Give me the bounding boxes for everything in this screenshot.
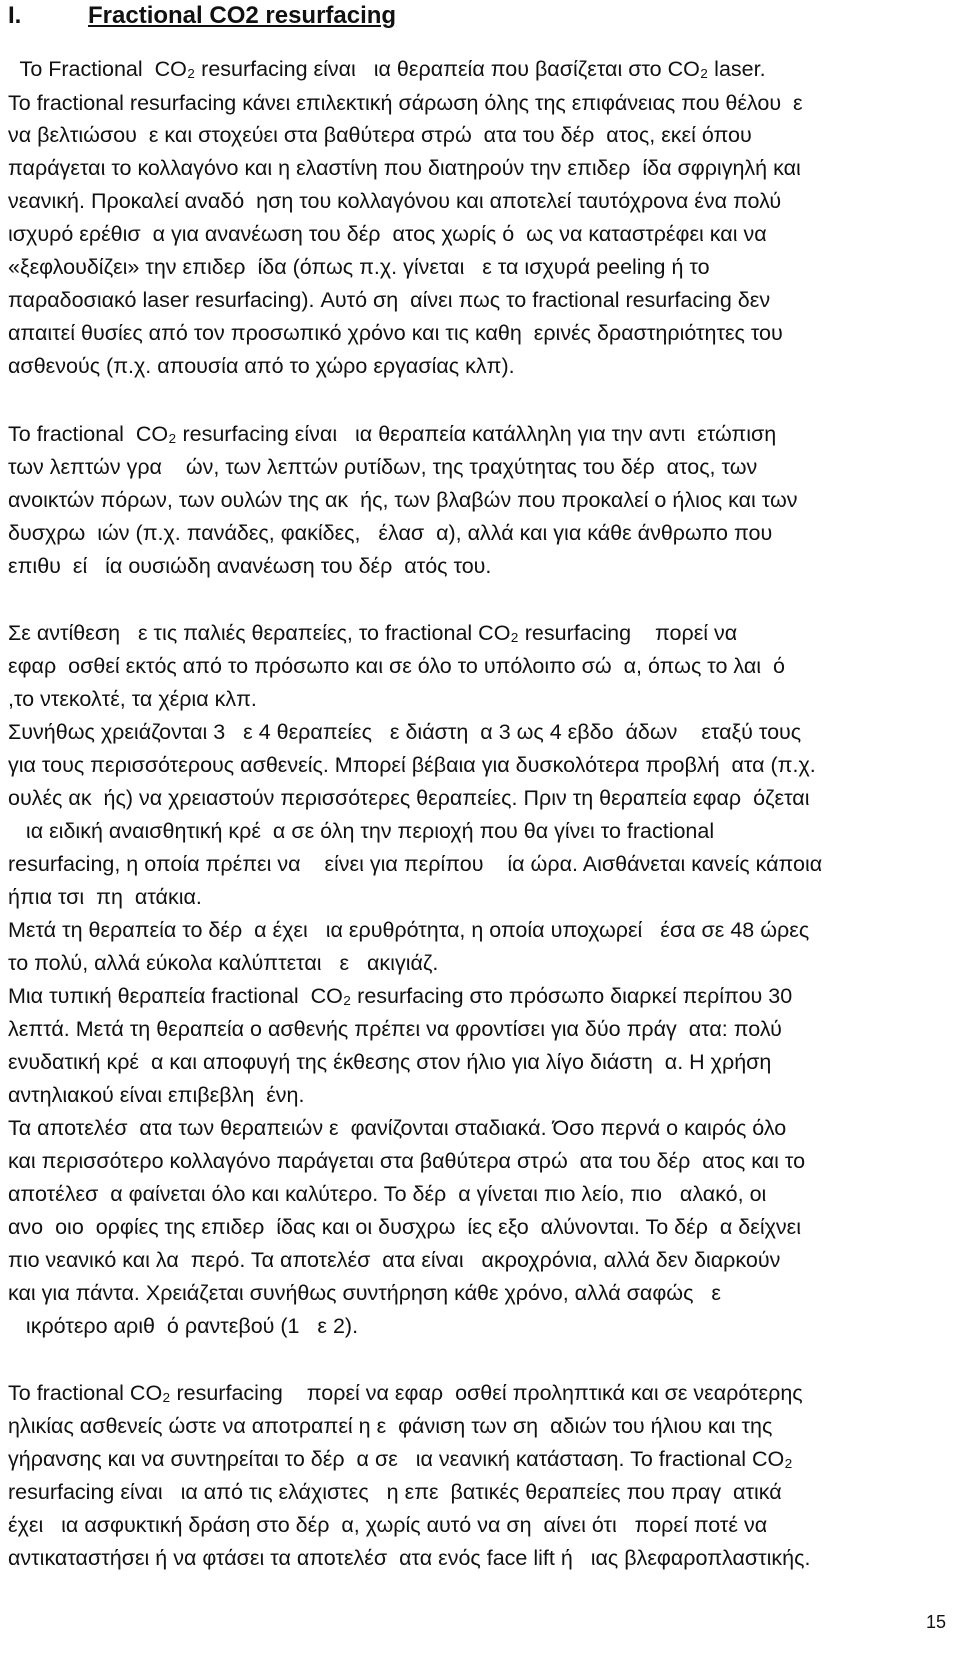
section-number: I. [8, 2, 22, 29]
text-line: ουλές ακ ής) να χρειαστούν περισσότερες θεραπείες. Πριν τη θεραπεία εφαρ όζεται [8, 786, 810, 810]
text-line: νεανική. Προκαλεί αναδό ηση του κολλαγόνου και αποτελεί ταυτόχρονα ένα πολύ [8, 189, 782, 213]
text-line: για τους περισσότερους ασθενείς. Μπορεί βέβαια για δυσκολότερα προβλή ατα (π.χ. [8, 753, 816, 777]
text-line: ασθενούς (π.χ. απουσία από το χώρο εργασίας κλπ). [8, 354, 515, 378]
text-line: έχει ια ασφυκτική δράση στο δέρ α, χωρίς αυτό να ση αίνει ότι πορεί ποτέ να [8, 1513, 768, 1537]
section-title: Fractional CO2 resurfacing [88, 2, 397, 29]
text-line: Το fractional resurfacing κάνει επιλεκτική σάρωση όλης της επιφάνειας που θέλου ε [8, 91, 803, 115]
text-line: Το fractional CO₂ resurfacing είναι ια θεραπεία κατάλληλη για την αντι ετώπιση [8, 422, 777, 446]
section-heading [8, 2, 396, 30]
text-line: ενυδατική κρέ α και αποφυγή της έκθεσης στον ήλιο για λίγο διάστη α. Η χρήση [8, 1050, 772, 1074]
text-line: παραδοσιακό laser resurfacing). Αυτό ση αίνει πως το fractional resurfacing δεν [8, 288, 771, 312]
text-line: επιθυ εί ία ουσιώδη ανανέωση του δέρ ατός του. [8, 554, 492, 578]
text-line: αντηλιακού είναι επιβεβλη ένη. [8, 1083, 305, 1107]
text-line: πιο νεανικό και λα περό. Τα αποτελέσ ατα είναι ακροχρόνια, αλλά δεν διαρκούν [8, 1248, 781, 1272]
text-line: απαιτεί θυσίες από τον προσωπικό χρόνο και τις καθη ερινές δραστηριότητες του [8, 321, 783, 345]
text-line: Το Fractional CO₂ resurfacing είναι ια θεραπεία που βασίζεται στο CO₂ laser. [8, 57, 766, 81]
text-line: ήπια τσι πη ατάκια. [8, 885, 202, 909]
text-line: ,το ντεκολτέ, τα χέρια κλπ. [8, 687, 257, 711]
text-line: resurfacing, η οποία πρέπει να είνει για περίπου ία ώρα. Αισθάνεται κανείς κάποια [8, 852, 823, 876]
text-line: Τα αποτελέσ ατα των θεραπειών ε φανίζονται σταδιακά. Όσο περνά ο καιρός όλο [8, 1116, 787, 1140]
text-line: ανοικτών πόρων, των ουλών της ακ ής, των βλαβών που προκαλεί ο ήλιος και των [8, 488, 798, 512]
text-line: Σε αντίθεση ε τις παλιές θεραπείες, το fractional CO₂ resurfacing πορεί να [8, 621, 738, 645]
text-line: και για πάντα. Χρειάζεται συνήθως συντήρηση κάθε χρόνο, αλλά σαφώς ε [8, 1281, 721, 1305]
text-line: Το fractional CO₂ resurfacing πορεί να εφαρ οσθεί προληπτικά και σε νεαρότερης [8, 1381, 803, 1405]
text-line: των λεπτών γρα ών, των λεπτών ρυτίδων, της τραχύτητας του δέρ ατος, των [8, 455, 758, 479]
text-line: ανο οιο ορφίες της επιδερ ίδας και οι δυσχρω ίες εξο αλύνονται. Το δέρ α δείχνει [8, 1215, 802, 1239]
text-line: resurfacing είναι ια από τις ελάχιστες η επε βατικές θεραπείες που πραγ ατικά [8, 1480, 782, 1504]
text-line: δυσχρω ιών (π.χ. πανάδες, φακίδες, έλασ α), αλλά και για κάθε άνθρωπο που [8, 521, 773, 545]
text-line: ισχυρό ερέθισ α για ανανέωση του δέρ ατος χωρίς ό ως να καταστρέφει και να [8, 222, 767, 246]
text-line: Μια τυπική θεραπεία fractional CO₂ resurfacing στο πρόσωπο διαρκεί περίπου 30 [8, 984, 793, 1008]
text-line: Μετά τη θεραπεία το δέρ α έχει ια ερυθρότητα, η οποία υποχωρεί έσα σε 48 ώρες [8, 918, 810, 942]
text-line: ηλικίας ασθενείς ώστε να αποτραπεί η ε φάνιση των ση αδιών του ήλιου και της [8, 1414, 773, 1438]
text-line: «ξεφλουδίζει» την επιδερ ίδα (όπως π.χ. γίνεται ε τα ισχυρά peeling ή το [8, 255, 710, 279]
text-line: λεπτά. Μετά τη θεραπεία ο ασθενής πρέπει να φροντίσει για δύο πράγ ατα: πολύ [8, 1017, 782, 1041]
text-line: να βελτιώσου ε και στοχεύει στα βαθύτερα στρώ ατα του δέρ ατος, εκεί όπου [8, 123, 752, 147]
text-line: Συνήθως χρειάζονται 3 ε 4 θεραπείες ε διάστη α 3 ως 4 εβδο άδων εταξύ τους [8, 720, 802, 744]
text-line: ια ειδική αναισθητική κρέ α σε όλη την περιοχή που θα γίνει το fractional [8, 819, 715, 843]
text-line: εφαρ οσθεί εκτός από το πρόσωπο και σε όλο το υπόλοιπο σώ α, όπως το λαι ό [8, 654, 785, 678]
text-line: ικρότερο αριθ ό ραντεβού (1 ε 2). [8, 1314, 359, 1338]
text-line: γήρανσης και να συντηρείται το δέρ α σε ια νεανική κατάσταση. Το fractional CO₂ [8, 1447, 793, 1471]
text-line: το πολύ, αλλά εύκολα καλύπτεται ε ακιγιάζ. [8, 951, 439, 975]
text-line: παράγεται το κολλαγόνο και η ελαστίνη που διατηρούν την επιδερ ίδα σφριγηλή και [8, 156, 801, 180]
text-line: και περισσότερο κολλαγόνο παράγεται στα βαθύτερα στρώ ατα του δέρ ατος και το [8, 1149, 806, 1173]
text-line: αντικαταστήσει ή να φτάσει τα αποτελέσ ατα ενός face lift ή ιας βλεφαροπλαστικής. [8, 1546, 811, 1570]
text-line: αποτέλεσ α φαίνεται όλο και καλύτερο. Το δέρ α γίνεται πιο λείο, πιο αλακό, οι [8, 1182, 767, 1206]
page-number: 15 [925, 1612, 946, 1632]
